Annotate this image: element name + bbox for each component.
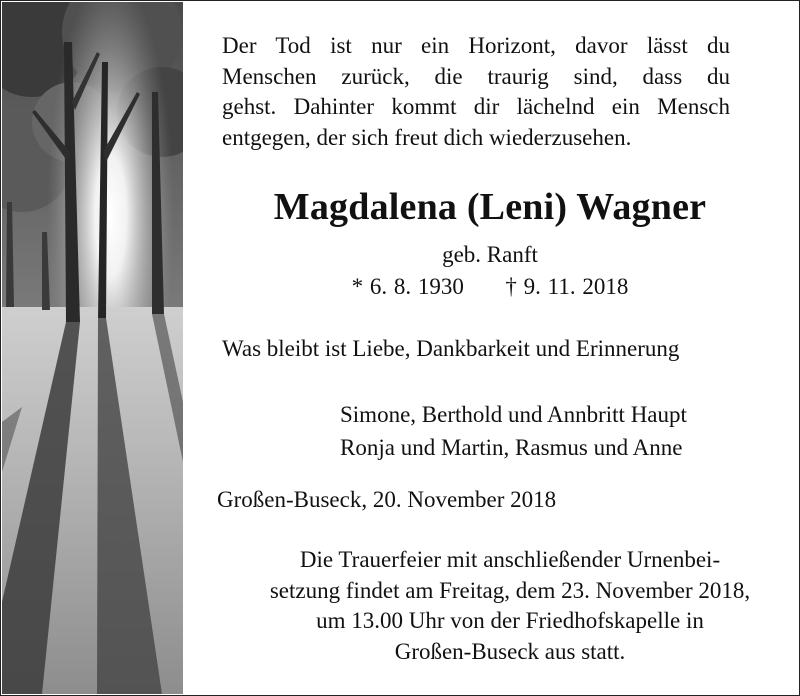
mourners (340, 398, 687, 464)
mourner-line: Ronja und Martin, Rasmus und Anne (340, 435, 683, 460)
park-trees-photo (2, 2, 183, 694)
birth-date: 6. 8. 1930 (369, 274, 464, 299)
poem-line: Der Tod ist nur ein Horizont, davor lässt du (222, 33, 730, 58)
death-date: 9. 11. 2018 (523, 274, 629, 299)
funeral-info (240, 545, 780, 667)
died-symbol: † (505, 274, 517, 299)
poem-line: entgegen, der sich freut dich wiederzusehen. (222, 124, 632, 150)
place-date: Großen-Buseck, 20. November 2018 (217, 487, 557, 512)
deceased-name: Magdalena (Leni) Wagner (273, 186, 707, 228)
born-symbol: * (351, 274, 364, 299)
poem-line: gehst. Dahinter kommt dir lächelnd ein Mensch (222, 94, 730, 119)
motto: Was bleibt ist Liebe, Dankbarkeit und Erinnerung (222, 336, 680, 361)
birth-name: geb. Ranft (442, 242, 538, 267)
mourner-line: Simone, Berthold und Annbritt Haupt (340, 402, 687, 427)
poem (222, 31, 730, 153)
notice-content (200, 0, 790, 696)
funeral-line: Die Trauerfeier mit anschließender Urnenbei- (299, 547, 721, 572)
funeral-line: setzung findet am Freitag, dem 23. November 2018, (269, 577, 751, 603)
funeral-line: um 13.00 Uhr von der Friedhofskapelle in (316, 608, 704, 633)
poem-line: Menschen zurück, die traurig sind, dass du (222, 63, 730, 89)
funeral-line: Großen-Buseck aus statt. (394, 638, 626, 664)
life-dates (200, 274, 780, 300)
